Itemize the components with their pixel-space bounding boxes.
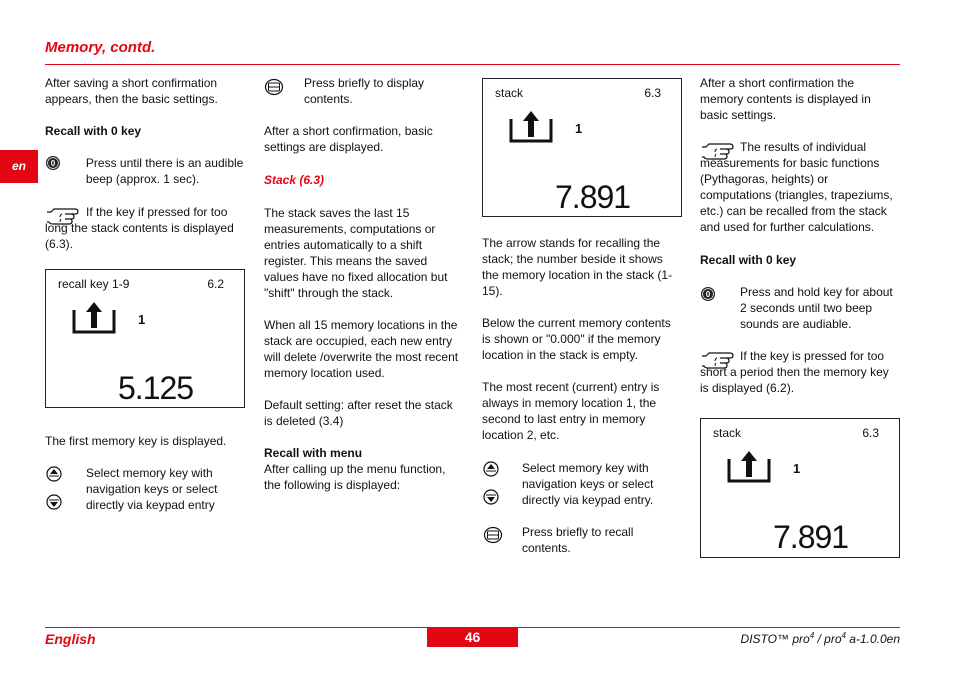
- language-tab: en: [0, 150, 38, 183]
- zero-key-label: 0: [705, 290, 711, 299]
- col4-step1-text: Press and hold key for about 2 seconds until two beep sounds are audiable.: [740, 285, 893, 331]
- col2-heading-stack: Stack (6.3): [264, 173, 325, 187]
- lcd-value: 5.125: [118, 370, 194, 406]
- col1-intro: After saving a short confirmation appears, then the basic settings.: [45, 76, 218, 106]
- col3-p2: Below the current memory contents is shown or "0.000" if the memory location in the stack is empty.: [482, 316, 671, 362]
- stack-recall-icon: [509, 109, 555, 145]
- footer-product-c: a-1.0.0en: [845, 632, 900, 646]
- footer-language: English: [45, 631, 96, 647]
- zero-key-icon: [45, 155, 63, 187]
- col1-step1-text: Press until there is an audible beep (approx. 1 sec).: [85, 156, 244, 186]
- zero-key-icon: [700, 286, 716, 306]
- footer-product-a: DISTO™ pro: [740, 632, 810, 646]
- col2-p5: After calling up the menu function, the following is displayed:: [264, 462, 446, 492]
- col4-note2: If the key is pressed for too short a period then the memory key is displayed (6.2).: [700, 349, 889, 395]
- nav-up-icon: [483, 461, 499, 481]
- col2-p2: The stack saves the last 15 measurements, computations or entries automatically to a shift register. This means the saved values have no fixed allocation but "shift" through the stack.: [264, 206, 448, 300]
- col4-note1: The results of individual measurements for basic functions (Pythagoras, heights) or computations (triangles, trapeziums, etc.) can be recalled from the stack and used for further calculations.: [700, 140, 893, 234]
- col1-step-zero: [45, 155, 245, 187]
- footer-sup-1: 4: [809, 631, 815, 640]
- lcd-memory-location: 1: [575, 121, 583, 136]
- lcd-display-stack: [482, 78, 682, 217]
- lcd-code: 6.3: [862, 426, 879, 440]
- page-title: Memory, contd.: [45, 39, 156, 56]
- lcd-display-stack-2: [700, 418, 900, 558]
- enter-key-icon: [483, 526, 503, 548]
- stack-recall-icon: [727, 449, 773, 485]
- stack-recall-icon: [72, 300, 118, 336]
- col4-p1: After a short confirmation the memory contents is displayed in basic settings.: [700, 76, 871, 122]
- page-number: 46: [427, 627, 518, 647]
- zero-key-label: 0: [50, 159, 56, 168]
- lcd-value: 7.891: [773, 519, 849, 555]
- col1-note1: If the key if pressed for too long the stack contents is displayed (6.3).: [45, 205, 234, 251]
- col3-step2-text: Press briefly to recall contents.: [522, 525, 634, 555]
- col3-p3: The most recent (current) entry is always in memory location 1, the second to last entry in memory location 2, etc.: [482, 380, 660, 442]
- lcd-code: 6.3: [644, 86, 661, 100]
- nav-down-icon: [483, 489, 499, 509]
- footer-product: [741, 631, 900, 647]
- col3-p1: The arrow stands for recalling the stack; the number beside it shows the memory location in the stack (1-15).: [482, 236, 673, 298]
- col2-p3: When all 15 memory locations in the stack are occupied, each new entry will delete /overwrite the most recent memory location used.: [264, 318, 459, 380]
- lcd-display-recall: [45, 269, 245, 408]
- lcd-title: recall key 1-9: [58, 277, 130, 291]
- footer-product-b: / pro: [814, 632, 842, 646]
- lcd-value: 7.891: [555, 179, 631, 215]
- nav-down-icon: [46, 494, 62, 514]
- col4-heading-recall: Recall with 0 key: [700, 253, 797, 267]
- col2-p4: Default setting: after reset the stack is deleted (3.4): [264, 398, 453, 428]
- col1-heading-recall: Recall with 0 key: [45, 124, 142, 138]
- enter-key-icon: [264, 78, 284, 100]
- header-rule: [45, 64, 900, 65]
- nav-up-icon: [46, 466, 62, 486]
- col2-step1-text: Press briefly to display contents.: [304, 76, 425, 106]
- col1-step2-text: Select memory key with navigation keys or select directly via keypad entry: [86, 466, 218, 512]
- footer-sup-2: 4: [841, 631, 846, 640]
- col2-heading-menu: Recall with menu: [264, 446, 363, 460]
- col3-step1-text: Select memory key with navigation keys or select directly via keypad entry.: [522, 461, 654, 507]
- col1-first-key-text: The first memory key is displayed.: [45, 434, 227, 448]
- lcd-memory-location: 1: [138, 312, 146, 327]
- col2-p1: After a short confirmation, basic settings are displayed.: [264, 124, 433, 154]
- lcd-title: stack: [713, 426, 742, 440]
- lcd-code: 6.2: [207, 277, 224, 291]
- lcd-memory-location: 1: [793, 461, 801, 476]
- lcd-title: stack: [495, 86, 524, 100]
